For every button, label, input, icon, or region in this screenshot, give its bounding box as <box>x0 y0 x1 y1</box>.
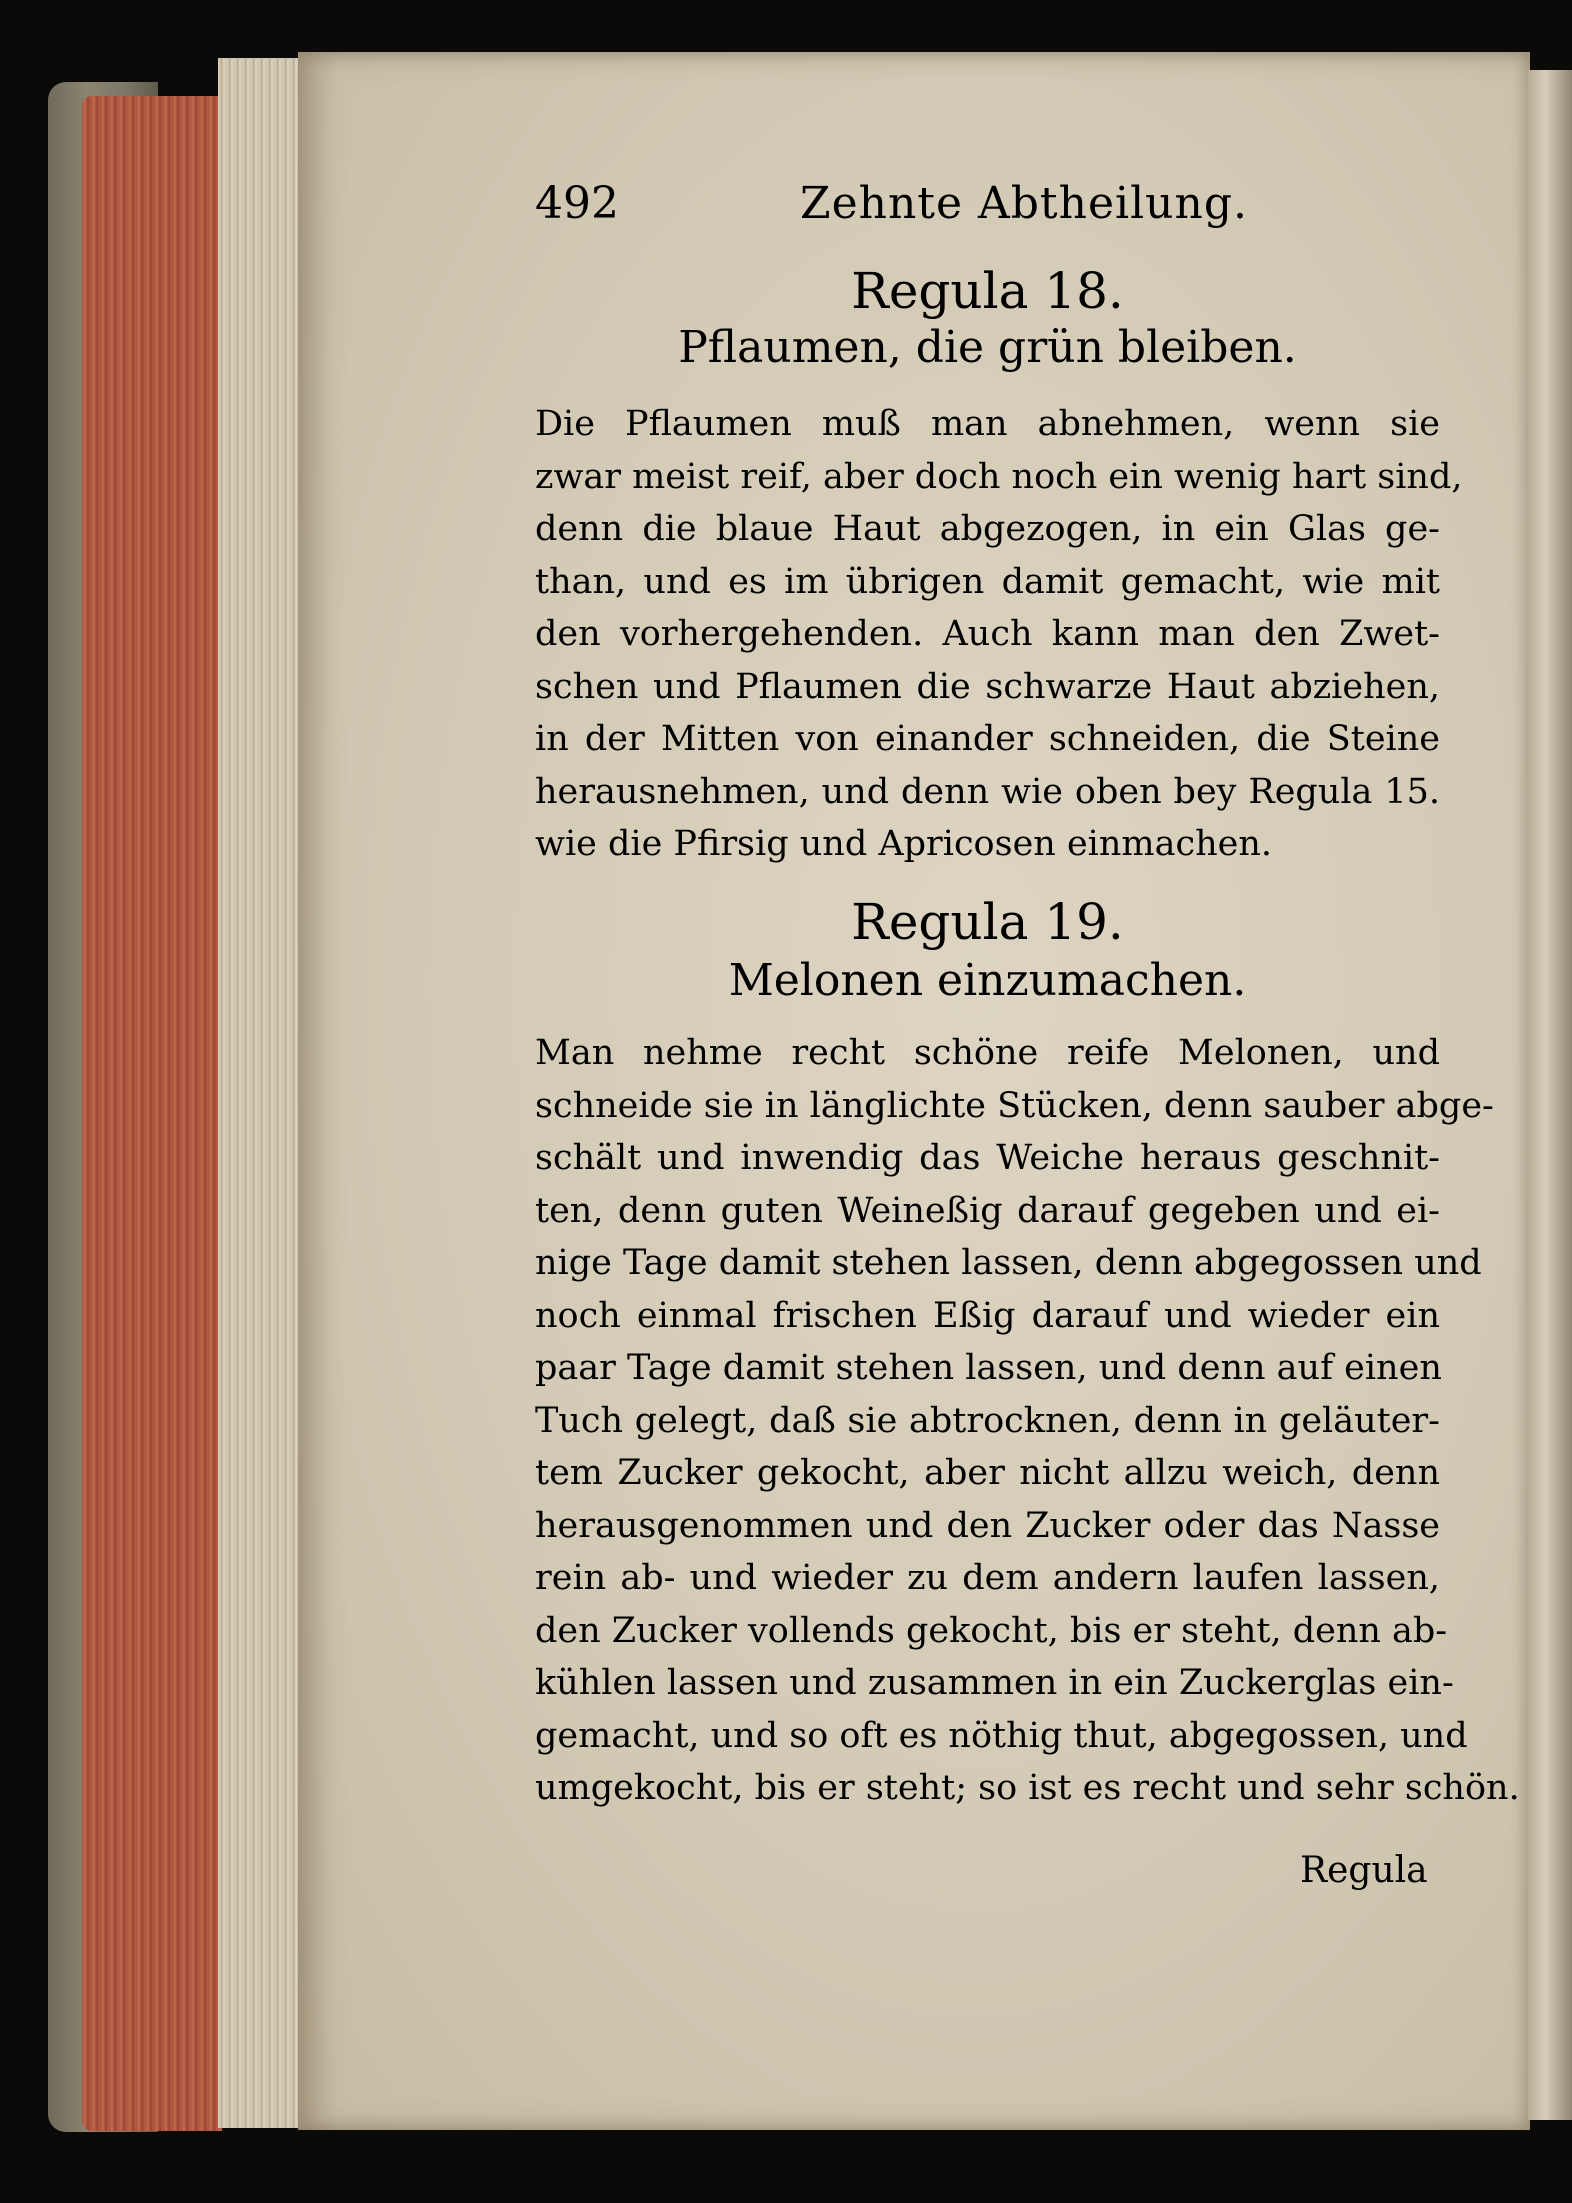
text-line: paar Tage damit stehen lassen, und denn auf einen <box>535 1348 1442 1388</box>
section-subheading: Melonen einzumachen. <box>728 955 1247 1006</box>
page-stack-red-edge <box>82 96 222 2131</box>
paragraph <box>535 398 1463 871</box>
text-line: Tuch gelegt, daß sie abtrocknen, denn in geläuter- <box>535 1400 1440 1441</box>
text-line: den Zucker vollends gekocht, bis er steht, denn ab- <box>535 1610 1448 1651</box>
text-line: rein ab- und wieder zu dem andern laufen lassen, <box>535 1558 1440 1598</box>
text-line: tem Zucker gekocht, aber nicht allzu weich, denn <box>535 1453 1440 1493</box>
section-heading: Regula 18. <box>851 262 1124 320</box>
catchword: Regula <box>1300 1850 1428 1891</box>
text-line: nige Tage damit stehen lassen, denn abgegossen und <box>535 1243 1482 1283</box>
paragraph <box>535 1027 1520 1815</box>
text-line: than, und es im übrigen damit gemacht, wie mit <box>535 561 1440 602</box>
text-line: umgekocht, bis er steht; so ist es recht und sehr schön. <box>535 1768 1520 1808</box>
text-line: gemacht, und so oft es nöthig thut, abgegossen, und <box>535 1715 1468 1756</box>
text-line: schneide sie in länglichte Stücken, denn sauber abge- <box>535 1085 1494 1126</box>
text-line: in der Mitten von einander schneiden, die Steine <box>535 719 1440 759</box>
text-line: den vorhergehenden. Auch kann man den Zwet- <box>535 614 1440 654</box>
text-line: Die Pflaumen muß man abnehmen, wenn sie <box>535 404 1440 444</box>
text-line: noch einmal frischen Eßig darauf und wieder ein <box>535 1295 1440 1336</box>
text-line: schen und Pflaumen die schwarze Haut abziehen, <box>535 666 1440 707</box>
text-line: schält und inwendig das Weiche heraus geschnit- <box>535 1138 1440 1178</box>
running-header <box>535 178 1440 248</box>
text-line: kühlen lassen und zusammen in ein Zuckerglas ein- <box>535 1663 1454 1703</box>
page-edges <box>218 58 300 2128</box>
text-line: ten, denn guten Weineßig darauf gegeben und ei- <box>535 1190 1440 1231</box>
section-subheading: Pflaumen, die grün bleiben. <box>678 322 1297 373</box>
text-line: denn die blaue Haut abgezogen, in ein Glas ge- <box>535 509 1440 549</box>
facing-page-edge <box>1528 70 1572 2120</box>
page-number: 492 <box>535 178 619 229</box>
text-line: Man nehme recht schöne reife Melonen, und <box>535 1033 1440 1073</box>
text-line: wie die Pfirsig und Apricosen einmachen. <box>535 824 1272 864</box>
section-heading: Regula 19. <box>851 893 1124 951</box>
text-line: zwar meist reif, aber doch noch ein wenig hart sind, <box>535 456 1463 497</box>
text-line: herausnehmen, und denn wie oben bey Regula 15. <box>535 771 1440 812</box>
running-title: Zehnte Abtheilung. <box>800 178 1248 229</box>
text-line: herausgenommen und den Zucker oder das Nasse <box>535 1505 1440 1546</box>
